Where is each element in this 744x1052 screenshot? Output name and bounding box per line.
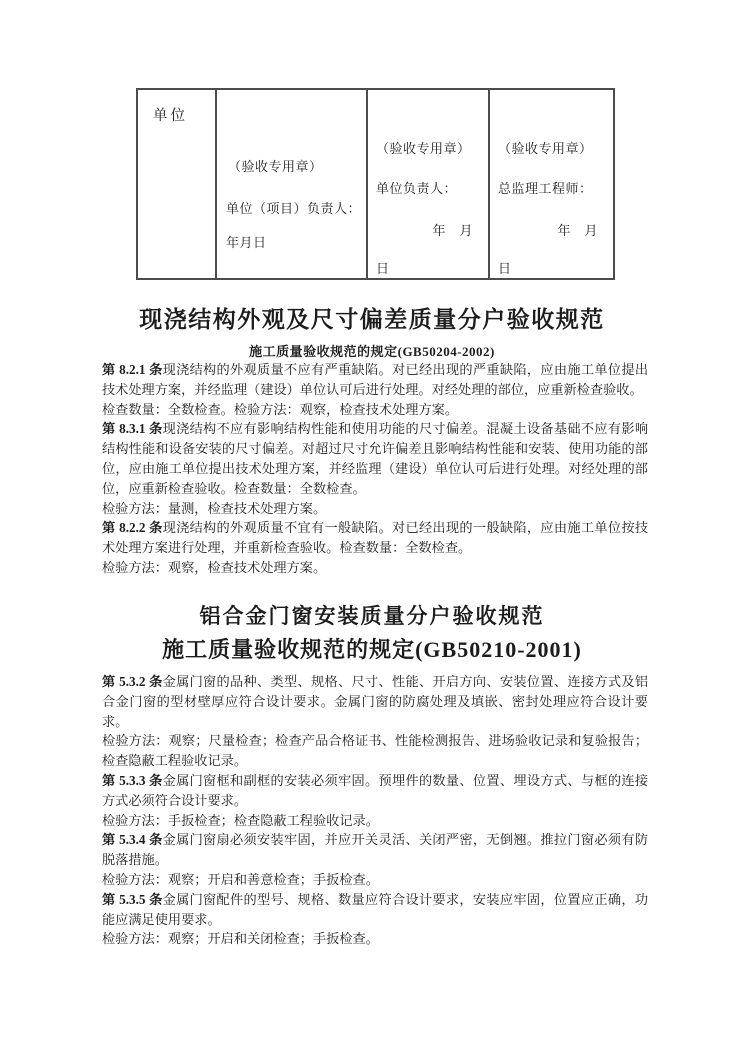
proprietor-stamp-placeholder: （验收专用章） [376,141,471,156]
clause-text: 检验方法：量测，检查技术处理方案。 [102,500,327,516]
clause-number: 第 8.2.2 条 [102,520,163,536]
clause-number: 第 5.3.5 条 [102,891,163,907]
proprietor-date-day: 日 [376,261,390,276]
section2-body [102,672,648,949]
table-cell-proprietor-unit [368,90,490,278]
clause-paragraph [102,419,648,498]
clause-paragraph [102,830,648,870]
clause-number: 第 8.2.1 条 [102,362,163,377]
clause-text: 检验方法：观察；开启和善意检查；手扳检查。 [102,871,379,887]
clause-text: 金属门窗的品种、类型、规格、尺寸、性能、开启方向、安装位置、连接方式及铝合金门窗的型材壁厚应符合设计要求。金属门窗的防腐处理及填嵌、密封处理应符合设计要求。 [102,674,649,729]
supervision-date-year-month: 年 月 [557,223,598,238]
clause-text: 金属门窗配件的型号、规格、数量应符合设计要求，安装应牢固，位置应正确，功能应满足使用要求。 [102,891,649,927]
inspection-line [102,400,648,420]
section2-subtitle: 施工质量验收规范的规定(GB50210-2001) [162,637,582,662]
clause-number: 第 5.3.4 条 [102,832,163,848]
proprietor-signer-label: 单位负责人： [376,181,458,196]
section1-subtitle: 施工质量验收规范的规定(GB50204-2002) [249,344,495,359]
clause-paragraph [102,771,648,811]
construction-stamp-placeholder: （验收专用章） [228,159,323,174]
signature-table [136,88,615,280]
table-cell-unit [138,90,217,278]
clause-text: 检验方法：观察，检查技术处理方案。 [102,559,327,575]
section1-body [102,360,648,578]
supervision-date-day: 日 [498,261,512,276]
unit-label: 单位 [153,108,188,124]
inspection-line [102,731,648,771]
supervision-stamp-placeholder: （验收专用章） [498,141,593,156]
proprietor-date-year-month: 年 月 [432,223,473,238]
inspection-line [102,870,648,890]
inspection-line [102,558,648,578]
clause-paragraph [102,518,648,558]
clause-number: 第 8.3.1 条 [102,421,163,437]
inspection-line [102,499,648,519]
clause-text: 金属门窗扇必须安装牢固，并应开关灵活、关闭严密，无倒翘。推拉门窗必须有防脱落措施。 [102,832,649,868]
table-cell-construction-unit [217,90,368,278]
clause-number: 第 5.3.3 条 [102,772,163,788]
construction-signer-label: 单位（项目）负责人： [226,201,362,216]
clause-paragraph [102,360,648,400]
clause-paragraph [102,890,648,930]
table-cell-supervision-unit [490,90,613,278]
clause-text: 金属门窗框和副框的安装必须牢固。预埋件的数量、位置、埋设方式、与框的连接方式必须符合设计要求。 [102,772,649,808]
clause-text: 检查数量：全数检查。检验方法：观察，检查技术处理方案。 [102,401,459,417]
clause-text: 现浇结构不应有影响结构性能和使用功能的尺寸偏差。混凝土设备基础不应有影响结构性能和设备安装的尺寸偏差。对超过尺寸允许偏差且影响结构性能和安装、使用功能的部位，应由施工单位提出技术处理方案，并经监理（建设）单位认可后进行处理。对经处理的部位，应重新检查验收。检查数量：全数检查。 [102,421,649,496]
clause-text: 检验方法：手扳检查；检查隐蔽工程验收记录。 [102,812,379,828]
construction-date-label: 年月日 [226,235,267,250]
clause-text: 检验方法：观察；开启和关闭检查；手扳检查。 [102,931,379,947]
section1-title: 现浇结构外观及尺寸偏差质量分户验收规范 [139,307,605,332]
section2-title: 铝合金门窗安装质量分户验收规范 [199,604,545,628]
clause-text: 检验方法：观察；尺量检查；检查产品合格证书、性能检测报告、进场验收记录和复验报告；检查隐蔽工程验收记录。 [102,733,648,769]
inspection-line [102,929,648,949]
clause-number: 第 5.3.2 条 [102,674,163,689]
clause-paragraph [102,672,648,731]
clause-text: 现浇结构的外观质量不应有严重缺陷。对已经出现的严重缺陷，应由施工单位提出技术处理方案，并经监理（建设）单位认可后进行处理。对经处理的部位，应重新检查验收。 [102,362,649,397]
clause-text: 现浇结构的外观质量不宜有一般缺陷。对已经出现的一般缺陷，应由施工单位按技术处理方案进行处理，并重新检查验收。检查数量：全数检查。 [102,520,649,556]
chief-engineer-signer-label: 总监理工程师： [498,181,593,196]
inspection-line [102,811,648,831]
